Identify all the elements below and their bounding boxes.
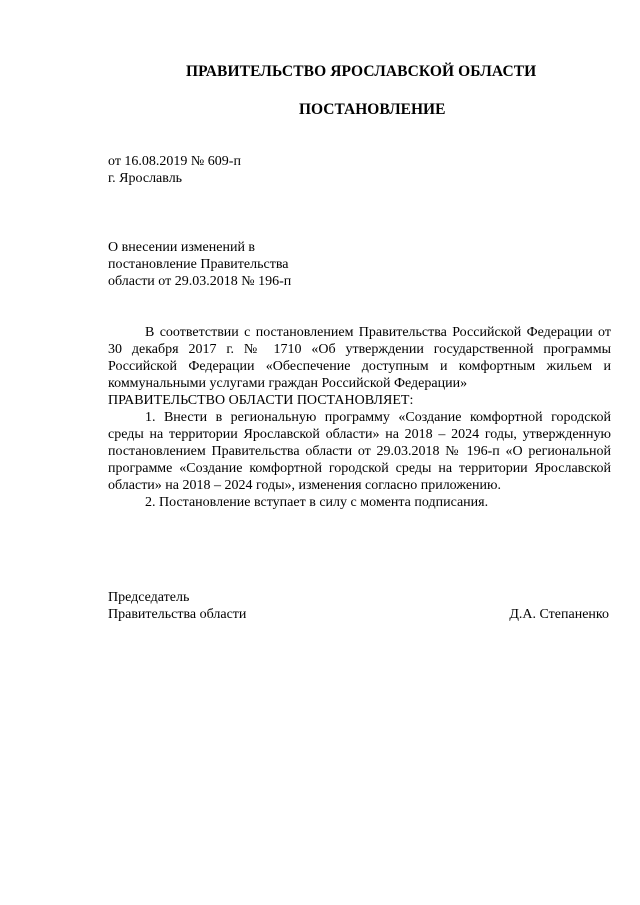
document-type-title: ПОСТАНОВЛЕНИЕ <box>299 101 446 118</box>
subject-line: О внесении изменений в <box>108 240 256 255</box>
document-meta <box>108 153 241 187</box>
preamble-paragraph: В соответствии с постановлением Правительства Российской Федерации от 30 декабря 2017 г. № 1710 «Об утверждении государственной программы Российской Федерации «Обеспечение доступным и комфортным жильем и коммунальными услугами граждан Российской Федерации» <box>108 325 611 391</box>
city: г. Ярославль <box>108 171 183 186</box>
document-body <box>108 324 611 511</box>
resolution-item-2: 2. Постановление вступает в силу с момента подписания. <box>145 495 489 510</box>
subject-line: области от 29.03.2018 № 196-п <box>108 274 292 289</box>
government-title: ПРАВИТЕЛЬСТВО ЯРОСЛАВСКОЙ ОБЛАСТИ <box>186 63 537 80</box>
date-number: от 16.08.2019 № 609-п <box>108 154 241 169</box>
position-line: Правительства области <box>108 607 247 622</box>
resolution-item-1: 1. Внести в региональную программу «Создание комфортной городской среды на территории Ярославской области» на 2018 – 2024 годы, утвержденную постановлением Правительства области от 29.03.2018 № 196-п «О региональной программе «Создание комфортной городской среды на территории Ярославской области» на 2018 – 2024 годы», изменения согласно приложению. <box>108 410 611 493</box>
document-subject <box>108 239 291 290</box>
resolution-statement: ПРАВИТЕЛЬСТВО ОБЛАСТИ ПОСТАНОВЛЯЕТ: <box>108 393 414 408</box>
subject-line: постановление Правительства <box>108 257 289 272</box>
signatory-position <box>108 589 246 623</box>
position-line: Председатель <box>108 590 190 605</box>
signatory-name: Д.А. Степаненко <box>509 607 609 622</box>
